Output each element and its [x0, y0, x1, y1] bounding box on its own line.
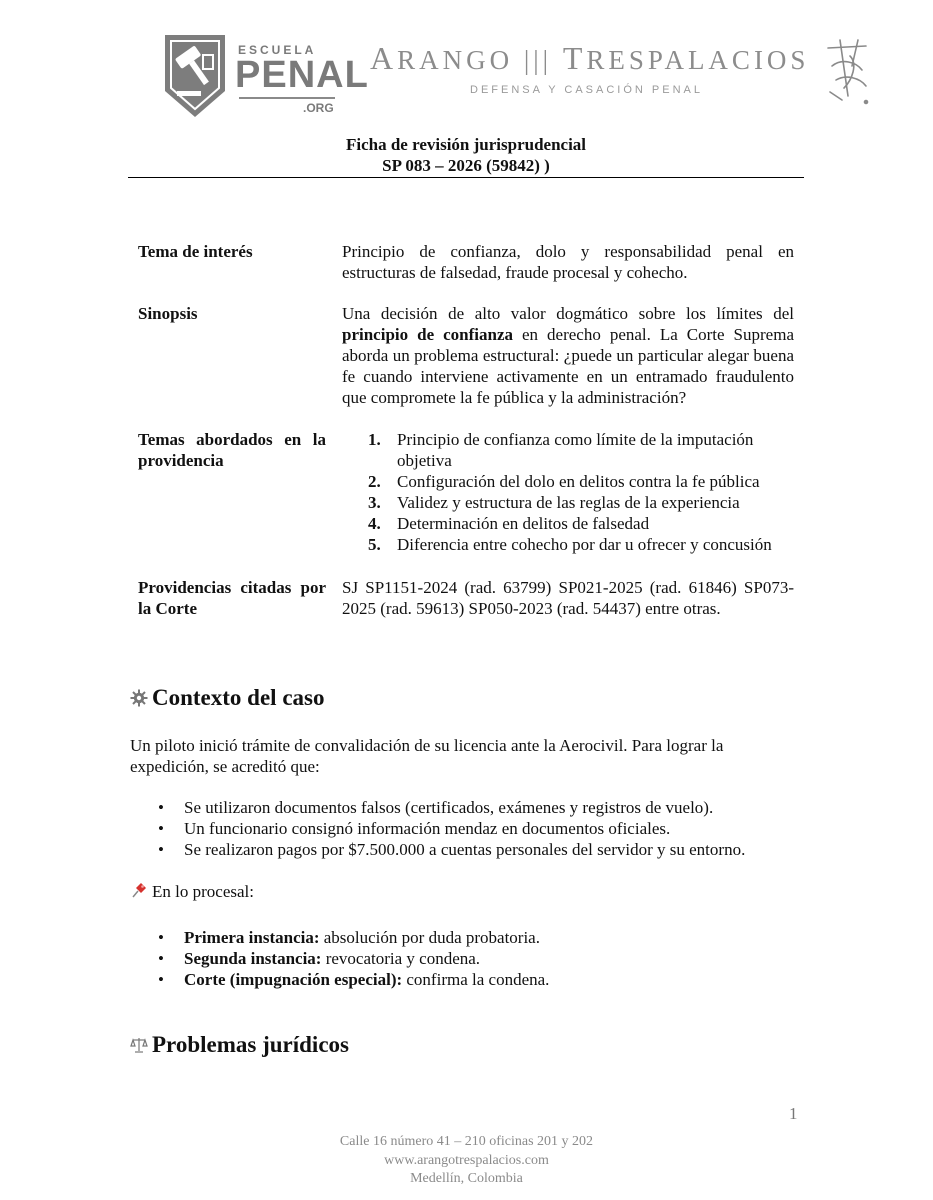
list-item: • Primera instancia: absolución por duda probatoria.	[158, 927, 808, 948]
providencias-value: SJ SP1151-2024 (rad. 63799) SP021-2025 (rad. 61846) SP073-2025 (rad. 59613) SP050-2023 (rad. 54437) entre otras.	[342, 578, 794, 618]
problemas-heading: Problemas jurídicos	[130, 1031, 349, 1059]
contexto-bullets	[158, 797, 808, 860]
list-item: • Se realizaron pagos por $7.500.000 a cuentas personales del servidor y su entorno.	[158, 839, 808, 860]
tema-value: Principio de confianza, dolo y responsabilidad penal en estructuras de falsedad, fraude procesal y cohecho.	[342, 242, 794, 282]
tema-label: Tema de interés	[138, 242, 253, 261]
contexto-heading: Contexto del caso	[130, 684, 324, 712]
list-item: 5. Diferencia entre cohecho por dar u ofrecer y concusión	[368, 535, 772, 554]
document-title	[128, 134, 804, 176]
pushpin-icon	[130, 881, 148, 899]
org-label: .ORG	[303, 101, 334, 115]
firm-tagline: DEFENSA Y CASACIÓN PENAL	[470, 84, 703, 96]
title-line-1: Ficha de revisión jurisprudencial	[345, 135, 587, 154]
providencias-label: Providencias citadas por la Corte	[138, 578, 326, 618]
escuela-label: ESCUELA	[238, 43, 317, 57]
list-item: 4. Determinación en delitos de falsedad	[368, 514, 650, 533]
scales-icon	[130, 1036, 148, 1054]
footer	[0, 1133, 933, 1189]
gear-icon	[130, 689, 148, 707]
list-item: 3. Validez y estructura de las reglas de la experiencia	[368, 493, 740, 512]
arango-trespalacios-logo	[370, 38, 810, 108]
list-item: • Se utilizaron documentos falsos (certificados, exámenes y registros de vuelo).	[158, 797, 808, 818]
title-line-2: SP 083 – 2026 (59842) )	[382, 156, 550, 175]
logo-underline	[239, 97, 335, 99]
sinopsis-label: Sinopsis	[138, 304, 198, 323]
topics-list	[368, 429, 794, 555]
list-item: • Corte (impugnación especial): confirma la condena.	[158, 969, 808, 990]
footer-address: Calle 16 número 41 – 210 oficinas 201 y 202	[339, 1134, 594, 1149]
list-item: • Un funcionario consignó información mendaz en documentos oficiales.	[158, 818, 808, 839]
signature-monogram-icon	[822, 36, 874, 108]
temas-label: Temas abordados en la providencia	[138, 430, 326, 470]
page-number: 1	[789, 1104, 798, 1123]
list-item: 1. Principio de confianza como límite de la imputación objetiva	[368, 430, 754, 470]
penal-label: PENAL	[235, 54, 369, 96]
footer-city: Medellín, Colombia	[410, 1171, 523, 1186]
procesal-bullets	[158, 927, 808, 990]
escuela-penal-logo	[163, 33, 369, 121]
title-divider	[128, 177, 804, 178]
list-item: • Segunda instancia: revocatoria y condena.	[158, 948, 808, 969]
list-item: 2. Configuración del dolo en delitos contra la fe pública	[368, 472, 760, 491]
procesal-label: En lo procesal:	[130, 881, 800, 902]
firm-name: ARANGO ||| TRESPALACIOS	[370, 40, 810, 76]
sinopsis-value: Una decisión de alto valor dogmático sobre los límites del principio de confianza en derecho penal. La Corte Suprema aborda un problema estructural: ¿puede un particular alegar buena fe cuando interviene activamente en un entramado fraudulento que compromete la fe pública y la administración?	[342, 304, 794, 407]
contexto-intro: Un piloto inició trámite de convalidación de su licencia ante la Aerocivil. Para lograr la expedición, se acreditó que:	[130, 736, 724, 776]
gavel-shield-icon	[163, 33, 227, 119]
footer-website: www.arangotrespalacios.com	[384, 1152, 549, 1168]
